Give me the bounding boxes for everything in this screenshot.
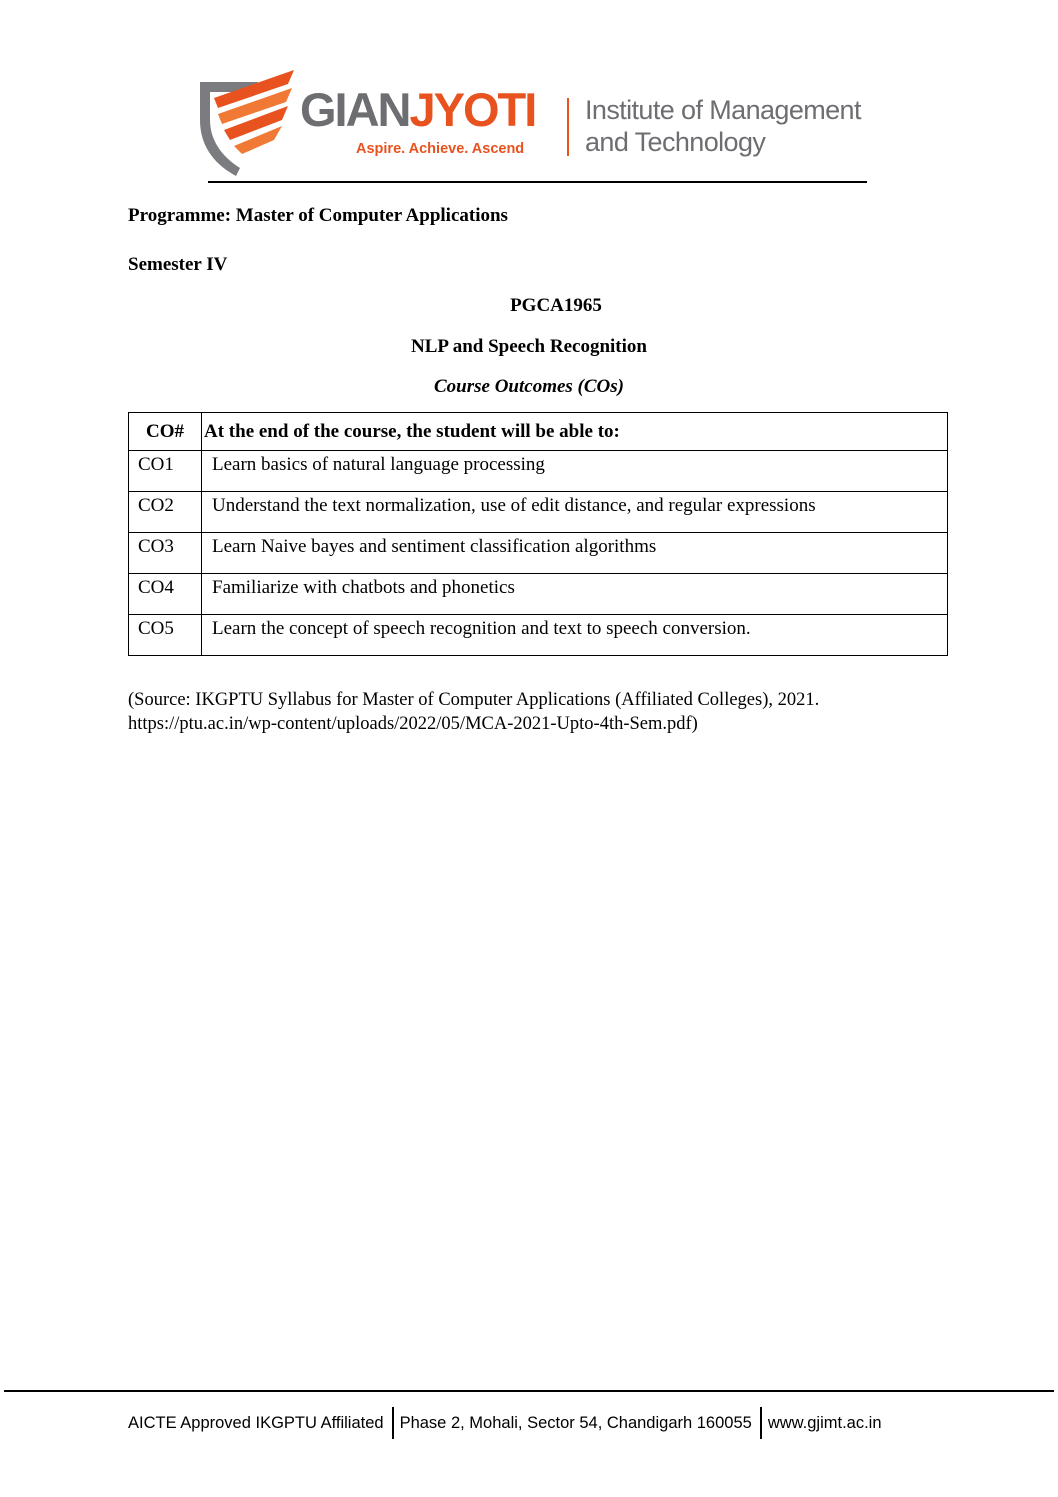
course-outcomes-heading: Course Outcomes (COs) (433, 376, 624, 397)
brand-jyoti: JYOTI (409, 83, 536, 136)
course-outcomes-table (128, 412, 948, 656)
table-row (129, 574, 948, 615)
institute-name-line2: and Technology (585, 127, 766, 157)
table-header-co: CO# (129, 413, 202, 451)
brand-gian: GIAN (300, 83, 410, 136)
co-description: Learn the concept of speech recognition and text to speech conversion. (202, 615, 948, 656)
table-row (129, 492, 948, 533)
course-title: NLP and Speech Recognition (411, 336, 647, 357)
table-row (129, 533, 948, 574)
co-id: CO4 (129, 574, 202, 615)
table-row (129, 615, 948, 656)
footer-approval: AICTE Approved IKGPTU Affiliated (128, 1413, 384, 1432)
source-link[interactable]: https://ptu.ac.in/wp-content/uploads/2022/05/MCA-2021-Upto-4th-Sem.pdf) (128, 714, 698, 734)
footer-separator (760, 1407, 762, 1439)
co-description: Understand the text normalization, use of edit distance, and regular expressions (202, 492, 948, 533)
footer (128, 1407, 882, 1439)
table-header-row (129, 413, 948, 451)
co-id: CO3 (129, 533, 202, 574)
programme-label: Programme: Master of Computer Applications (128, 205, 508, 226)
co-description: Familiarize with chatbots and phonetics (202, 574, 948, 615)
logo-divider (567, 98, 569, 156)
shield-wing-logo-icon (196, 68, 298, 176)
brand-tagline: Aspire. Achieve. Ascend (356, 141, 525, 157)
co-id: CO5 (129, 615, 202, 656)
footer-separator (392, 1407, 394, 1439)
institute-name (585, 94, 861, 158)
table-header-description: At the end of the course, the student will be able to: (202, 413, 948, 451)
header-rule (208, 181, 867, 183)
table-row (129, 451, 948, 492)
co-id: CO2 (129, 492, 202, 533)
footer-address: Phase 2, Mohali, Sector 54, Chandigarh 160055 (399, 1413, 752, 1432)
institute-name-line1: Institute of Management (585, 95, 861, 125)
source-line1: (Source: IKGPTU Syllabus for Master of Computer Applications (Affiliated Colleges), 2021. (128, 690, 820, 710)
co-description: Learn basics of natural language processing (202, 451, 948, 492)
source-citation (128, 688, 930, 736)
footer-website[interactable]: www.gjimt.ac.in (767, 1413, 882, 1432)
brand-name (300, 83, 536, 136)
course-code: PGCA1965 (510, 295, 602, 316)
footer-rule (4, 1390, 1054, 1392)
semester-label: Semester IV (128, 254, 228, 275)
co-description: Learn Naive bayes and sentiment classification algorithms (202, 533, 948, 574)
institute-logo (196, 66, 866, 176)
co-id: CO1 (129, 451, 202, 492)
